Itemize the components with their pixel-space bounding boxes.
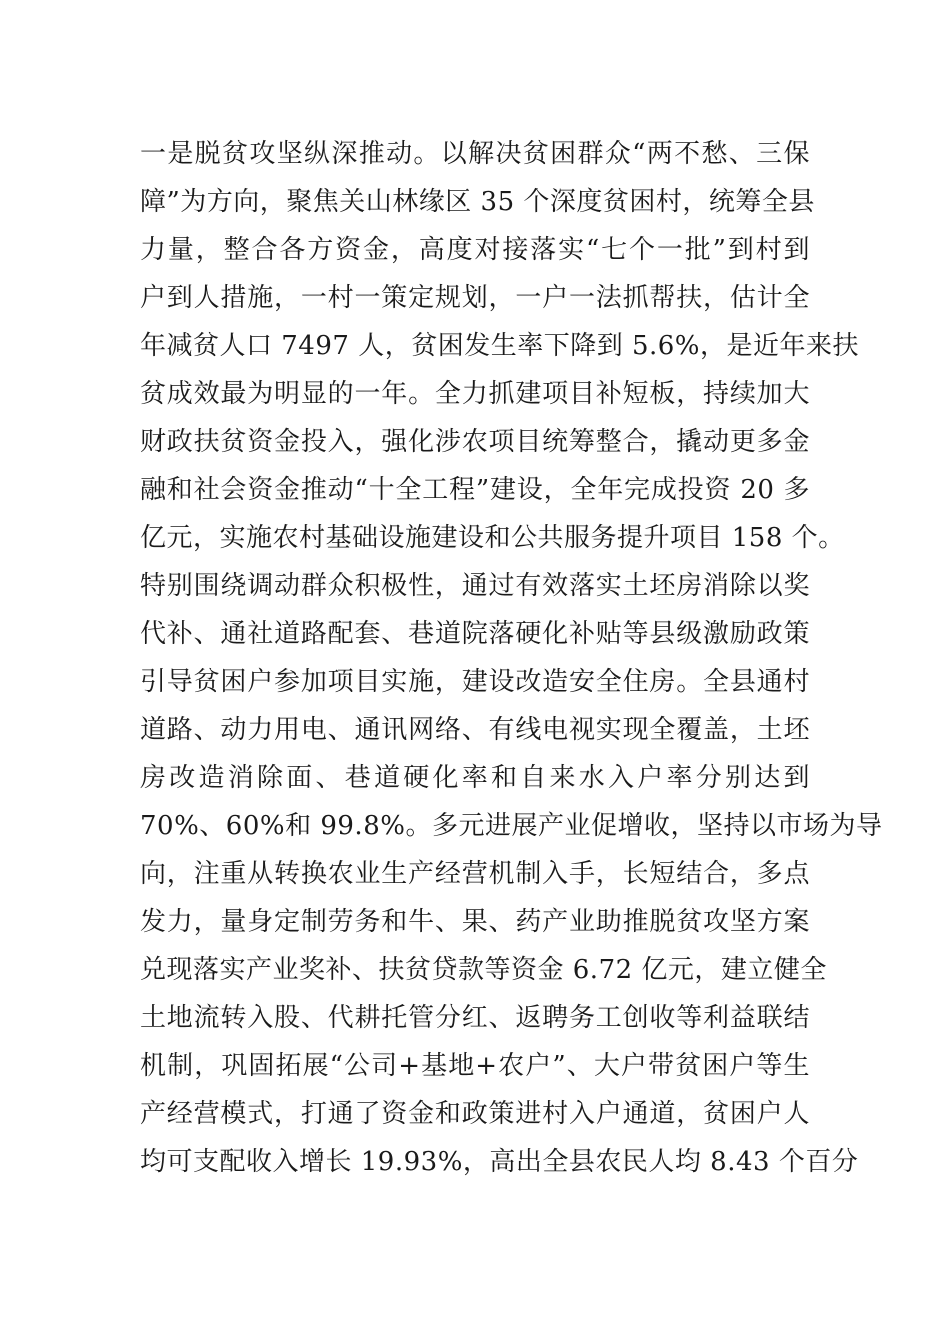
text-line: 障”为方向，聚焦关山林缘区 35 个深度贫困村，统筹全县 <box>140 187 815 217</box>
text-line: 均可支配收入增长 19.93%，高出全县农民人均 8.43 个百分 <box>140 1147 859 1177</box>
text-line: 产经营模式，打通了资金和政策进村入户通道，贫困户人 <box>140 1099 810 1129</box>
text-line: 土地流转入股、代耕托管分红、返聘务工创收等利益联结 <box>140 1003 810 1033</box>
text-line: 房改造消除面、巷道硬化率和自来水入户率分别达到 <box>140 763 810 793</box>
text-line: 向，注重从转换农业生产经营机制入手，长短结合，多点 <box>140 859 810 889</box>
text-line: 亿元，实施农村基础设施建设和公共服务提升项目 158 个。 <box>140 523 845 553</box>
text-line: 道路、动力用电、通讯网络、有线电视实现全覆盖，土坯 <box>140 715 810 745</box>
text-line: 代补、通社道路配套、巷道院落硬化补贴等县级激励政策 <box>140 619 810 649</box>
text-line: 融和社会资金推动“十全工程”建设，全年完成投资 20 多 <box>140 475 810 505</box>
text-line: 户到人措施，一村一策定规划，一户一法抓帮扶，估计全 <box>140 283 810 313</box>
text-line: 发力，量身定制劳务和牛、果、药产业助推脱贫攻坚方案 <box>140 907 810 937</box>
body-text <box>140 130 883 1186</box>
text-line: 力量，整合各方资金，高度对接落实“七个一批”到村到 <box>140 235 810 265</box>
text-line: 引导贫困户参加项目实施，建设改造安全住房。全县通村 <box>140 667 810 697</box>
text-line: 70%、60%和 99.8%。多元进展产业促增收，坚持以市场为导 <box>140 811 883 841</box>
text-line: 一是脱贫攻坚纵深推动。以解决贫困群众“两不愁、三保 <box>140 139 810 169</box>
text-line: 贫成效最为明显的一年。全力抓建项目补短板，持续加大 <box>140 379 810 409</box>
text-line: 机制，巩固拓展“公司+基地+农户”、大户带贫困户等生 <box>140 1051 810 1081</box>
text-line: 兑现落实产业奖补、扶贫贷款等资金 6.72 亿元，建立健全 <box>140 955 827 985</box>
text-line: 年减贫人口 7497 人，贫困发生率下降到 5.6%，是近年来扶 <box>140 331 860 361</box>
text-line: 特别围绕调动群众积极性，通过有效落实土坯房消除以奖 <box>140 571 810 601</box>
text-line: 财政扶贫资金投入，强化涉农项目统筹整合，撬动更多金 <box>140 427 810 457</box>
